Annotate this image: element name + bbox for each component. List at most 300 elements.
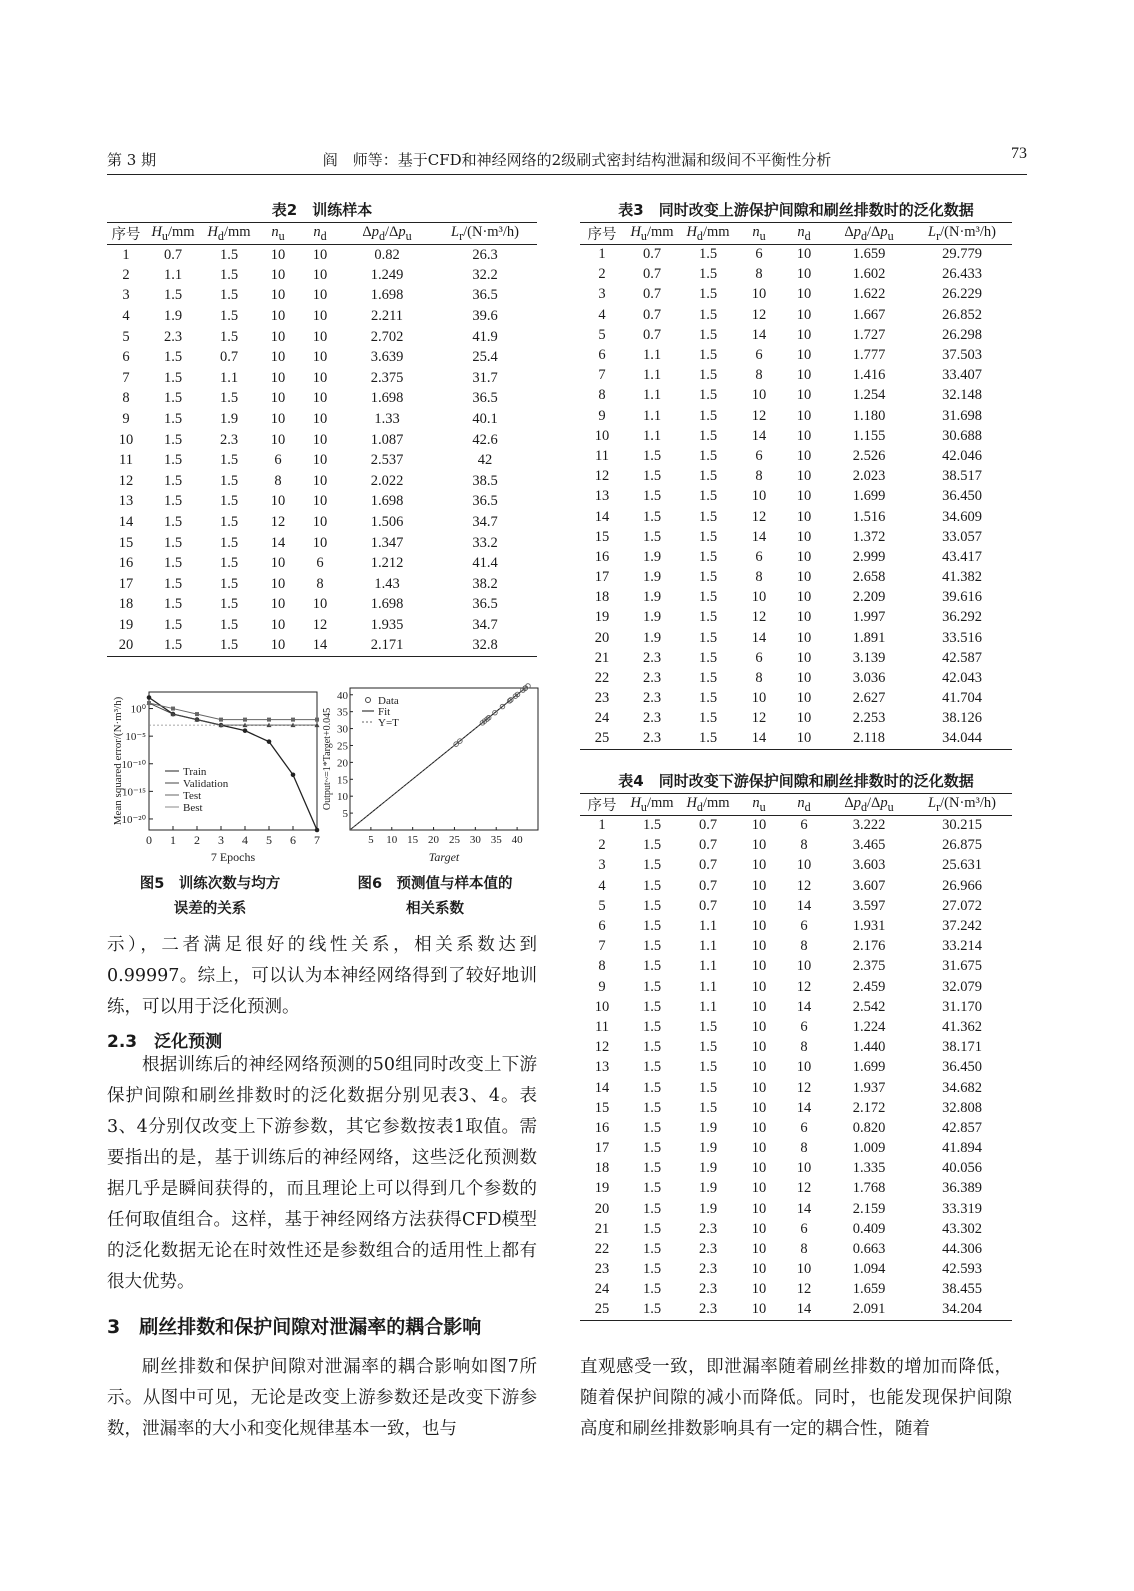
table4-cell: 1.659 [852,1281,886,1298]
fig5-point [171,707,175,711]
fig5-point [315,828,320,833]
table4-cell: 10 [751,877,767,894]
section-3-heading: 3 刷丝排数和保护间隙对泄漏率的耦合影响 [107,1316,482,1338]
table2-cell: 0.7 [163,246,183,263]
table2-cell: 10 [270,349,286,366]
table2-caption: 表2 训练样本 [271,201,373,219]
table4 [580,793,1012,1321]
fig6-ylabel: Output~=1*Target+0.045 [322,707,333,811]
fig6-ytick-label: 5 [342,808,348,821]
table3-row [580,668,1012,688]
fig5-point [267,739,272,744]
table3-cell: 38.517 [942,468,982,485]
fig5-point [315,718,319,722]
table2-cell: 1.43 [374,575,400,592]
table2-cell: 1.087 [370,431,404,448]
table3-cell: 26.852 [942,306,982,323]
table2-cell: 1.5 [219,390,239,407]
table2-cell: 2.211 [370,308,404,325]
table2-cell: 8 [122,390,130,407]
table2-cell: 15 [118,534,134,551]
table4-cell: 1.5 [642,837,662,854]
table2-cell: 10 [312,369,328,386]
table2-col-header: $n_u$ [257,223,299,245]
page-number: 73 [1011,145,1027,162]
table3-col-header: $n_u$ [736,223,782,245]
table4-cell: 0.409 [852,1220,886,1237]
table2-cell: 10 [312,452,328,469]
table2-row [107,327,537,348]
table4-cell: 1.1 [698,998,718,1015]
fig5-ylabel: Mean squared error/(N·m³/h) [112,696,124,826]
table3-cell: 10 [782,729,826,749]
table2-cell: 6 [122,349,130,366]
table4-cell: 10 [751,1079,767,1096]
table4-cell: 10 [751,1119,767,1136]
table2-cell: 1.698 [370,493,404,510]
table2-cell: 1.5 [219,534,239,551]
table3-cell: 10 [751,286,767,303]
table4-cell: 1.5 [642,857,662,874]
fig5-legend-train: Train [183,766,207,778]
table4-cell: 1.5 [642,817,662,834]
table3-cell: 10 [594,427,610,444]
table4-cell: 19 [594,1180,610,1197]
table2-cell: 39.6 [472,308,498,325]
table2-cell: 1.5 [163,493,183,510]
table4-cell: 10 [796,1261,812,1278]
table2-cell: 36.5 [472,596,498,613]
table4-cell: 9 [598,978,606,995]
table4-cell: 1.5 [642,1099,662,1116]
table4-row [580,916,1012,936]
table3-cell: 3 [598,286,606,303]
fig6-ytick-label: 35 [337,706,348,719]
table3-cell: 12 [751,508,767,525]
table4-cell: 34.204 [912,1300,1012,1320]
table3-cell: 15 [594,528,610,545]
table3-row [580,527,1012,547]
table3-row [580,588,1012,608]
table3-cell: 2.3 [642,649,662,666]
table3-cell: 1.1 [642,367,662,384]
table3-cell: 20 [594,629,610,646]
table4-cell: 3.597 [852,897,886,914]
table2-cell: 10 [257,636,299,657]
table3-cell: 14 [594,508,610,525]
table2-cell: 1.5 [219,472,239,489]
table2-cell: 14 [118,514,134,531]
table4-cell: 0.7 [698,817,718,834]
table4-cell: 2.172 [852,1099,886,1116]
table4-cell: 2.3 [680,1300,736,1320]
table4-cell: 1.5 [642,1200,662,1217]
table2-row [107,512,537,533]
table3-cell: 1.997 [852,609,886,626]
table3-cell: 10 [796,548,812,565]
table3-cell: 2.209 [852,589,886,606]
table2-row [107,636,537,657]
table2-cell: 36.5 [472,493,498,510]
table3-cell: 12 [751,306,767,323]
table3-cell: 1.9 [642,548,662,565]
table4-cell: 37.242 [942,918,982,935]
table4-cell: 43.302 [942,1220,982,1237]
table4-cell: 1.5 [698,1099,718,1116]
table4-cell: 42.857 [942,1119,982,1136]
table3-cell: 10 [751,488,767,505]
table3-row [580,628,1012,648]
table2-cell: 10 [270,246,286,263]
paragraph-4: 直观感受一致，即泄漏率随着刷丝排数的增加而降低，随着保护间隙的减小而降低。同时，也能发现保护间隙高度和刷丝排数影响具有一定的耦合性，随着 [580,1357,1012,1439]
table4-cell: 2.3 [698,1281,718,1298]
table3-cell: 1.5 [698,367,718,384]
table4-cell: 2.176 [852,938,886,955]
table2-cell: 40.1 [472,411,498,428]
table2-cell: 10 [312,308,328,325]
table3-cell: 38.126 [942,710,982,727]
table4-cell: 2.091 [826,1300,912,1320]
fig5-ytick-label: 10⁻²⁰ [121,813,146,826]
table4-cell: 1.5 [642,1119,662,1136]
table2-cell: 1.698 [370,287,404,304]
table3-cell: 0.7 [642,306,662,323]
paragraph-1: 示），二者满足很好的线性关系，相关系数达到0.99997。综上，可以认为本神经网络得到了较好地训练，可以用于泛化预测。 [107,935,537,1017]
table4-row [580,1260,1012,1280]
table4-cell: 1.5 [642,1160,662,1177]
paragraph-2 [107,1050,537,1298]
table2-cell: 16 [118,555,134,572]
table4-cell: 25 [580,1300,624,1320]
table3-col-header: $\Delta p_d/\Delta p_u$ [826,223,912,245]
table2-cell: 1.5 [219,287,239,304]
issue-label: 第 3 期 [107,151,157,169]
table3-cell: 10 [751,690,767,707]
table2-cell: 10 [270,431,286,448]
table2-cell: 1.9 [219,411,239,428]
table2-cell: 12 [118,472,134,489]
table2-col-header: 序号 [107,223,145,245]
table3-cell: 1.1 [642,407,662,424]
table3-cell: 10 [796,427,812,444]
table3-cell: 10 [796,306,812,323]
table2-cell: 2.3 [163,328,183,345]
table4-row [580,1219,1012,1239]
table4-cell: 42.593 [942,1261,982,1278]
table3-cell: 33.057 [942,528,982,545]
table2-cell: 1.935 [370,616,404,633]
table3-row [580,245,1012,265]
table2-cell: 2.702 [370,328,404,345]
table3-cell: 14 [751,528,767,545]
fig5-ytick-label: 10⁻⁵ [125,731,146,744]
table2-cell: 1.698 [370,390,404,407]
table3-cell: 41.382 [942,569,982,586]
table3-header-row [580,223,1012,245]
table2-cell: 1.5 [219,246,239,263]
table3-cell: 6 [755,246,763,263]
table4-cell: 1.5 [642,1241,662,1258]
table2-cell: 41.4 [472,555,498,572]
table4-row [580,1017,1012,1037]
table2-cell: 12 [312,616,328,633]
table4-cell: 25.631 [942,857,982,874]
table3-row [580,265,1012,285]
table3-col-header: $H_d/mm$ [680,223,736,245]
table4-row [580,836,1012,856]
fig6-xtick-label: 15 [407,834,419,846]
fig5-point [219,718,223,722]
table4-cell: 1.9 [698,1180,718,1197]
table3-cell: 10 [796,326,812,343]
table3-row [580,648,1012,668]
table4-cell: 1.5 [624,1300,680,1320]
table4-cell: 6 [598,918,606,935]
table4-cell: 1.9 [698,1119,718,1136]
table3-cell: 1.9 [642,569,662,586]
table2-cell: 10 [270,308,286,325]
fig6-ytick-label: 40 [337,689,348,702]
table4-cell: 14 [594,1079,610,1096]
table4-cell: 1.5 [642,978,662,995]
table2-cell: 1.5 [219,493,239,510]
table3-cell: 2.253 [852,710,886,727]
paragraph-2-text: 根据训练后的神经网络预测的50组同时改变上下游保护间隙和刷丝排数时的泛化数据分别见表3、4。表3、4分别仅改变上下游参数，其它参数按表1取值。需要指出的是，基于训练后的神经网络，这些泛化预测数据几乎是瞬间获得的，而且理论上可以得到几个参数的任何取值组合。这样，基于神经网络方法获得CFD模型的泛化数据无论在时效性还是参数组合的适用性上都有很大优势。 [107,1055,537,1292]
table3-cell: 33.516 [942,629,982,646]
table3-cell: 6 [598,347,606,364]
table4-cell: 18 [594,1160,610,1177]
fig5-point [147,695,152,700]
table3-cell: 8 [755,569,763,586]
table3-cell: 8 [755,468,763,485]
table4-cell: 1.5 [642,1059,662,1076]
table2-cell: 10 [312,472,328,489]
table3-cell: 1.777 [852,347,886,364]
table3-cell: 1.1 [642,387,662,404]
table3-cell: 10 [796,367,812,384]
table3-cell: 34.609 [942,508,982,525]
table2-cell: 11 [119,452,133,469]
table4-col-header: $H_d/mm$ [680,794,736,816]
fig5-xtick-label: 1 [170,833,176,847]
fig5-caption-line1: 图5 训练次数与均方 [139,876,281,892]
table2-cell: 2.171 [341,636,433,657]
table2-cell: 36.5 [472,287,498,304]
table3-cell: 10 [751,387,767,404]
table4-row [580,1078,1012,1098]
table4-cell: 12 [796,1079,812,1096]
table4-cell: 1.5 [642,1220,662,1237]
table4-cell: 1.5 [642,877,662,894]
table2-cell: 8 [274,472,282,489]
fig6-legend-item: Y=T [378,717,399,729]
table4-row [580,957,1012,977]
fig6-xtick-label: 30 [469,834,481,846]
table3-cell: 12 [594,468,610,485]
table2-row [107,450,537,471]
table4-row [580,1098,1012,1118]
table3-cell: 14 [751,326,767,343]
table4-cell: 1.5 [642,897,662,914]
table3-cell: 13 [594,488,610,505]
table3-cell: 1.727 [852,326,886,343]
table4-cell: 1.5 [642,1180,662,1197]
table2-header-row [107,223,537,245]
fig5-point [291,718,295,722]
table4-cell: 1.5 [642,938,662,955]
table2-cell: 9 [122,411,130,428]
table4-cell: 7 [598,938,606,955]
table3-cell: 1.5 [698,710,718,727]
table3-cell: 1.667 [852,306,886,323]
table3-cell: 1.5 [698,690,718,707]
table2-row [107,368,537,389]
fig5-series-test-line [149,703,317,720]
fig6-ytick-label: 10 [337,791,348,804]
table4-cell: 10 [751,1160,767,1177]
table4-row [580,1239,1012,1259]
table3-cell: 1.5 [698,548,718,565]
table3-cell: 6 [755,447,763,464]
table4-row [580,876,1012,896]
table2-cell: 1.5 [219,266,239,283]
table3-cell: 1.602 [852,266,886,283]
table4-caption: 表4 同时改变下游保护间隙和刷丝排数时的泛化数据 [618,772,974,790]
table2-cell: 38.2 [472,575,498,592]
table4-row [580,1159,1012,1179]
table4-cell: 8 [800,1140,808,1157]
fig5-point [291,773,296,778]
table4-cell: 2.3 [698,1241,718,1258]
table4-cell: 10 [751,978,767,995]
table4-col-header: $n_d$ [782,794,826,816]
table4-cell: 10 [751,837,767,854]
table2-cell: 1.5 [163,349,183,366]
table4-cell: 0.820 [852,1119,886,1136]
table4-cell: 10 [751,1099,767,1116]
fig6-legend-item: Data [378,695,399,707]
table2-cell: 10 [270,287,286,304]
fig5-ytick-label: 10⁻¹⁰ [121,758,146,771]
table4-cell: 1.1 [698,918,718,935]
table4-cell: 2.459 [852,978,886,995]
table2-cell: 38.5 [472,472,498,489]
table3-cell: 37.503 [942,347,982,364]
table2-row [107,347,537,368]
table2-cell: 10 [270,369,286,386]
table3-cell: 0.7 [642,246,662,263]
table4-row [580,856,1012,876]
fig5-point [243,728,248,733]
table2-cell: 1.249 [370,266,404,283]
table4-col-header: 序号 [580,794,624,816]
table4-cell: 1.5 [642,918,662,935]
table2-cell: 17 [118,575,134,592]
table4-cell: 0.7 [698,857,718,874]
table4-row [580,1058,1012,1078]
table3-cell: 8 [755,367,763,384]
table3-cell: 18 [594,589,610,606]
fig6-ytick-label: 25 [337,740,348,753]
fig5-xtick-label: 0 [146,833,152,847]
table3-cell: 1.516 [852,508,886,525]
table3-cell: 6 [755,649,763,666]
table2-cell: 42.6 [472,431,498,448]
table3-cell: 1.5 [698,508,718,525]
table3-cell: 1.5 [698,326,718,343]
table2-cell: 1.5 [219,596,239,613]
table4-cell: 14 [782,1300,826,1320]
table4-cell: 6 [800,1220,808,1237]
table2-row [107,265,537,286]
table2-row [107,471,537,492]
table2-cell: 10 [312,534,328,551]
table2-cell: 33.2 [472,534,498,551]
table2-cell: 4 [122,308,130,325]
table4-cell: 10 [751,938,767,955]
table3-cell: 8 [755,670,763,687]
table4-cell: 22 [594,1241,610,1258]
table4-header-row [580,794,1012,816]
table2-cell: 6 [316,555,324,572]
table2-cell: 1.5 [163,369,183,386]
table4-row [580,1199,1012,1219]
table3-col-header: $L_r/(N\cdot m^3/h)$ [912,223,1012,245]
fig5-point [243,718,247,722]
table4-cell: 0.7 [698,877,718,894]
table2-cell: 18 [118,596,134,613]
table3-row [580,467,1012,487]
fig6-legend-item: Fit [378,706,391,718]
table3-cell: 36.450 [942,488,982,505]
table4-col-header: $L_r/(N\cdot m^3/h)$ [912,794,1012,816]
table4-cell: 32.079 [942,978,982,995]
fig6-xtick-label: 5 [368,834,374,846]
table3-caption: 表3 同时改变上游保护间隙和刷丝排数时的泛化数据 [618,201,974,219]
fig5-caption-line2: 误差的关系 [173,901,247,917]
table4-cell: 1.1 [698,978,718,995]
table3-cell: 1.5 [698,629,718,646]
table3-cell: 1.9 [642,609,662,626]
table4-cell: 31.170 [942,998,982,1015]
table2-cell: 1.5 [163,287,183,304]
table3-cell: 19 [594,609,610,626]
table2-row [107,553,537,574]
table2-cell: 10 [312,493,328,510]
fig5-xtick-label: 7 [314,833,320,847]
paragraph-3 [107,1352,537,1445]
table4-cell: 34.682 [942,1079,982,1096]
fig6-caption-line2: 相关系数 [406,901,464,917]
table3-cell: 1.5 [698,266,718,283]
table3-cell: 1.659 [852,246,886,263]
table2-cell: 10 [312,411,328,428]
table3-row [580,386,1012,406]
table3-cell: 1.5 [698,609,718,626]
table2-cell: 3.639 [370,349,404,366]
table2-cell: 10 [270,390,286,407]
table4-col-header: $\Delta p_d/\Delta p_u$ [826,794,912,816]
table2-row [107,409,537,430]
table4-col-header: $H_u/mm$ [624,794,680,816]
table4-cell: 10 [751,1180,767,1197]
table4-cell: 36.450 [942,1059,982,1076]
table4-cell: 1.5 [642,1281,662,1298]
table3-cell: 6 [755,347,763,364]
table2-row [107,389,537,410]
table4-cell: 1.699 [852,1059,886,1076]
table4-row [580,1280,1012,1300]
